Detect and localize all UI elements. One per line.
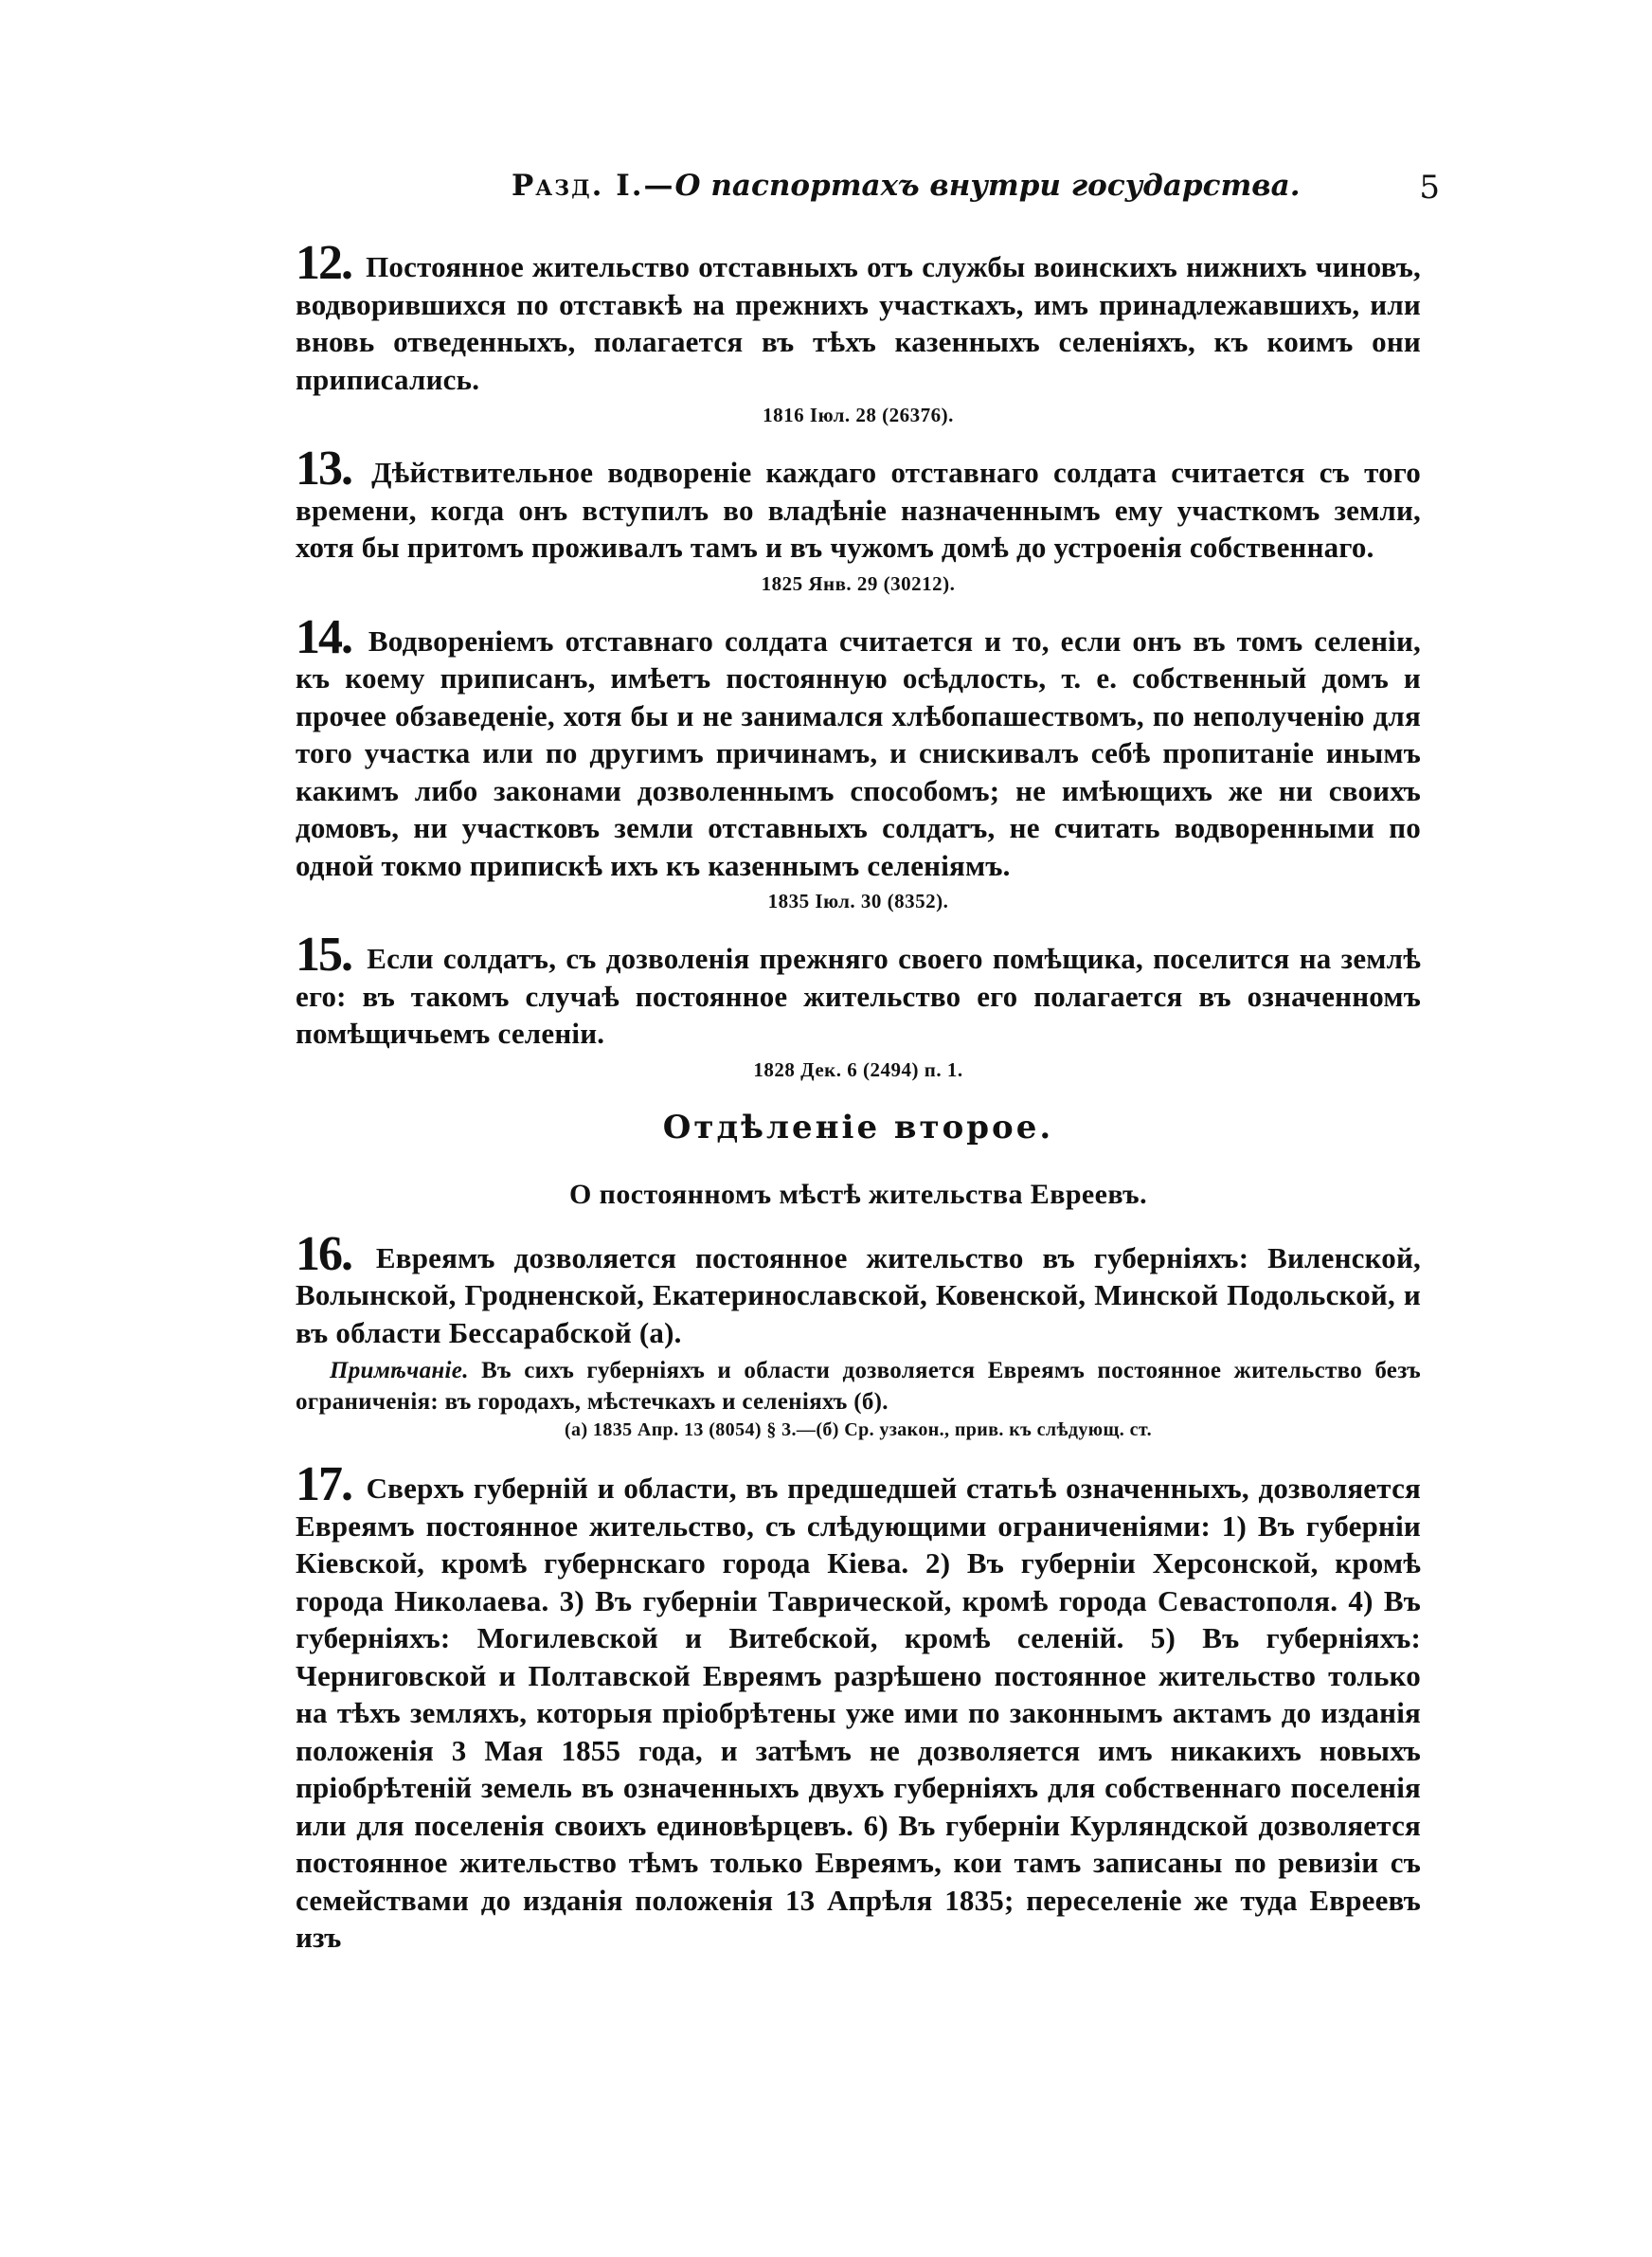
section-label: Разд. I.— (512, 169, 675, 203)
article-number: 17. (296, 1457, 351, 1511)
article-12 (296, 236, 1422, 398)
article-16 (296, 1226, 1421, 1352)
article-15 (296, 928, 1422, 1053)
article-14 (296, 609, 1422, 885)
header-title: О паспортахъ внутри государства. (674, 169, 1301, 203)
article-citation: 1828 Дек. 6 (2494) п. 1. (753, 1057, 963, 1081)
page-header (512, 169, 1440, 216)
article-citation: 1825 Янв. 29 (30212). (761, 571, 956, 595)
article-number: 16. (296, 1226, 351, 1281)
article-text: Дѣйствительное водвореніе каждаго отставнаго солдата считается съ того времени, когда онъ вступилъ во владѣніе назначеннымъ ему участкомъ земли, хотя бы притомъ проживалъ тамъ и въ чужомъ домѣ до устроенія собственнаго. (296, 456, 1421, 564)
article-number: 13. (296, 442, 351, 496)
article-number: 12. (296, 236, 351, 290)
article-number: 14. (296, 609, 351, 664)
article-text: Сверхъ губерній и области, въ предшедшей статьѣ означенныхъ, дозволяется Евреямъ постоянное жительство, съ слѣдующими ограниченіями: 1) Въ губерніи Кіевской, кромѣ губернскаго города Кіева. 2) Въ губерніи Херсонской, кромѣ города Николаева. 3) Въ губерніи Таврической, кромѣ города Севастополя. 4) Въ губерніяхъ: Могилевской и Витебской, кромѣ селеній. 5) Въ губерніяхъ: Черниговской и Полтавской Евреямъ разрѣшено постоянное жительство только на тѣхъ земляхъ, которыя пріобрѣтены уже ими по законнымъ актамъ до изданія положенія 3 Мая 1855 года, и затѣмъ не дозволяется имъ никакихъ новыхъ пріобрѣтеній земель въ означенныхъ двухъ губерніяхъ для собственнаго поселенія или для поселенія своихъ единовѣрцевъ. 6) Въ губерніи Курляндской дозволяется постоянное жительство тѣмъ только Евреямъ, кои тамъ записаны по ревизіи съ семействами до изданія положенія 13 Апрѣля 1835; переселеніе же туда Евреевъ изъ (296, 1472, 1421, 1954)
article-citation: 1816 Іюл. 28 (26376). (763, 404, 954, 426)
note-sources: (а) 1835 Апр. 13 (8054) § 3.—(б) Ср. узакон., прив. къ слѣдующ. ст. (565, 1419, 1152, 1440)
article-note (296, 1355, 1421, 1417)
note-text: Въ сихъ губерніяхъ и области дозволяется Евреямъ постоянное жительство безъ ограниченія: въ городахъ, мѣстечкахъ и селеніяхъ (б). (296, 1358, 1421, 1415)
article-13 (296, 442, 1421, 567)
article-text: Евреямъ дозволяется постоянное жительство въ губерніяхъ: Виленской, Волынской, Гродненской, Екатеринославской, Ковенской, Минской Подольской, и въ области Бессарабской (а). (296, 1240, 1421, 1349)
article-text: Если солдатъ, съ дозволенія прежняго своего помѣщика, поселится на землѣ его: въ такомъ случаѣ постоянное жительство его полагается въ означенномъ помѣщичьемъ селеніи. (296, 942, 1422, 1050)
article-17 (296, 1457, 1421, 1957)
article-number: 15. (296, 928, 351, 982)
article-citation: 1835 Іюл. 30 (8352). (767, 890, 949, 912)
chapter-subtitle: О постоянномъ мѣстѣ жительства Евреевъ. (569, 1178, 1147, 1210)
note-label: Примѣчаніе. (330, 1358, 469, 1383)
article-text: Водвореніемъ отставнаго солдата считается и то, если онъ въ томъ селеніи, къ коему приписанъ, имѣетъ постоянную осѣдлость, т. е. собственный домъ и прочее обзаведеніе, хотя бы и не занимался хлѣбопашествомъ, по неполученію для того участка или по другимъ причинамъ, и снискивалъ себѣ пропитаніе инымъ какимъ либо законами дозволеннымъ способомъ; не имѣющихъ же ни своихъ домовъ, ни участковъ земли отставныхъ солдатъ, не считать водворенными по одной токмо припискѣ ихъ къ казеннымъ селеніямъ. (296, 623, 1422, 882)
page-number: 5 (1419, 169, 1440, 207)
article-text: Постоянное жительство отставныхъ отъ службы воинскихъ нижнихъ чиновъ, водворившихся по отставкѣ на прежнихъ участкахъ, имъ принадлежавшихъ, или вновь отведенныхъ, полагается въ тѣхъ казенныхъ селеніяхъ, къ коимъ они приписались. (296, 250, 1422, 396)
body-text (296, 236, 1422, 1957)
chapter-title: Отдѣленіе второе. (662, 1108, 1054, 1147)
